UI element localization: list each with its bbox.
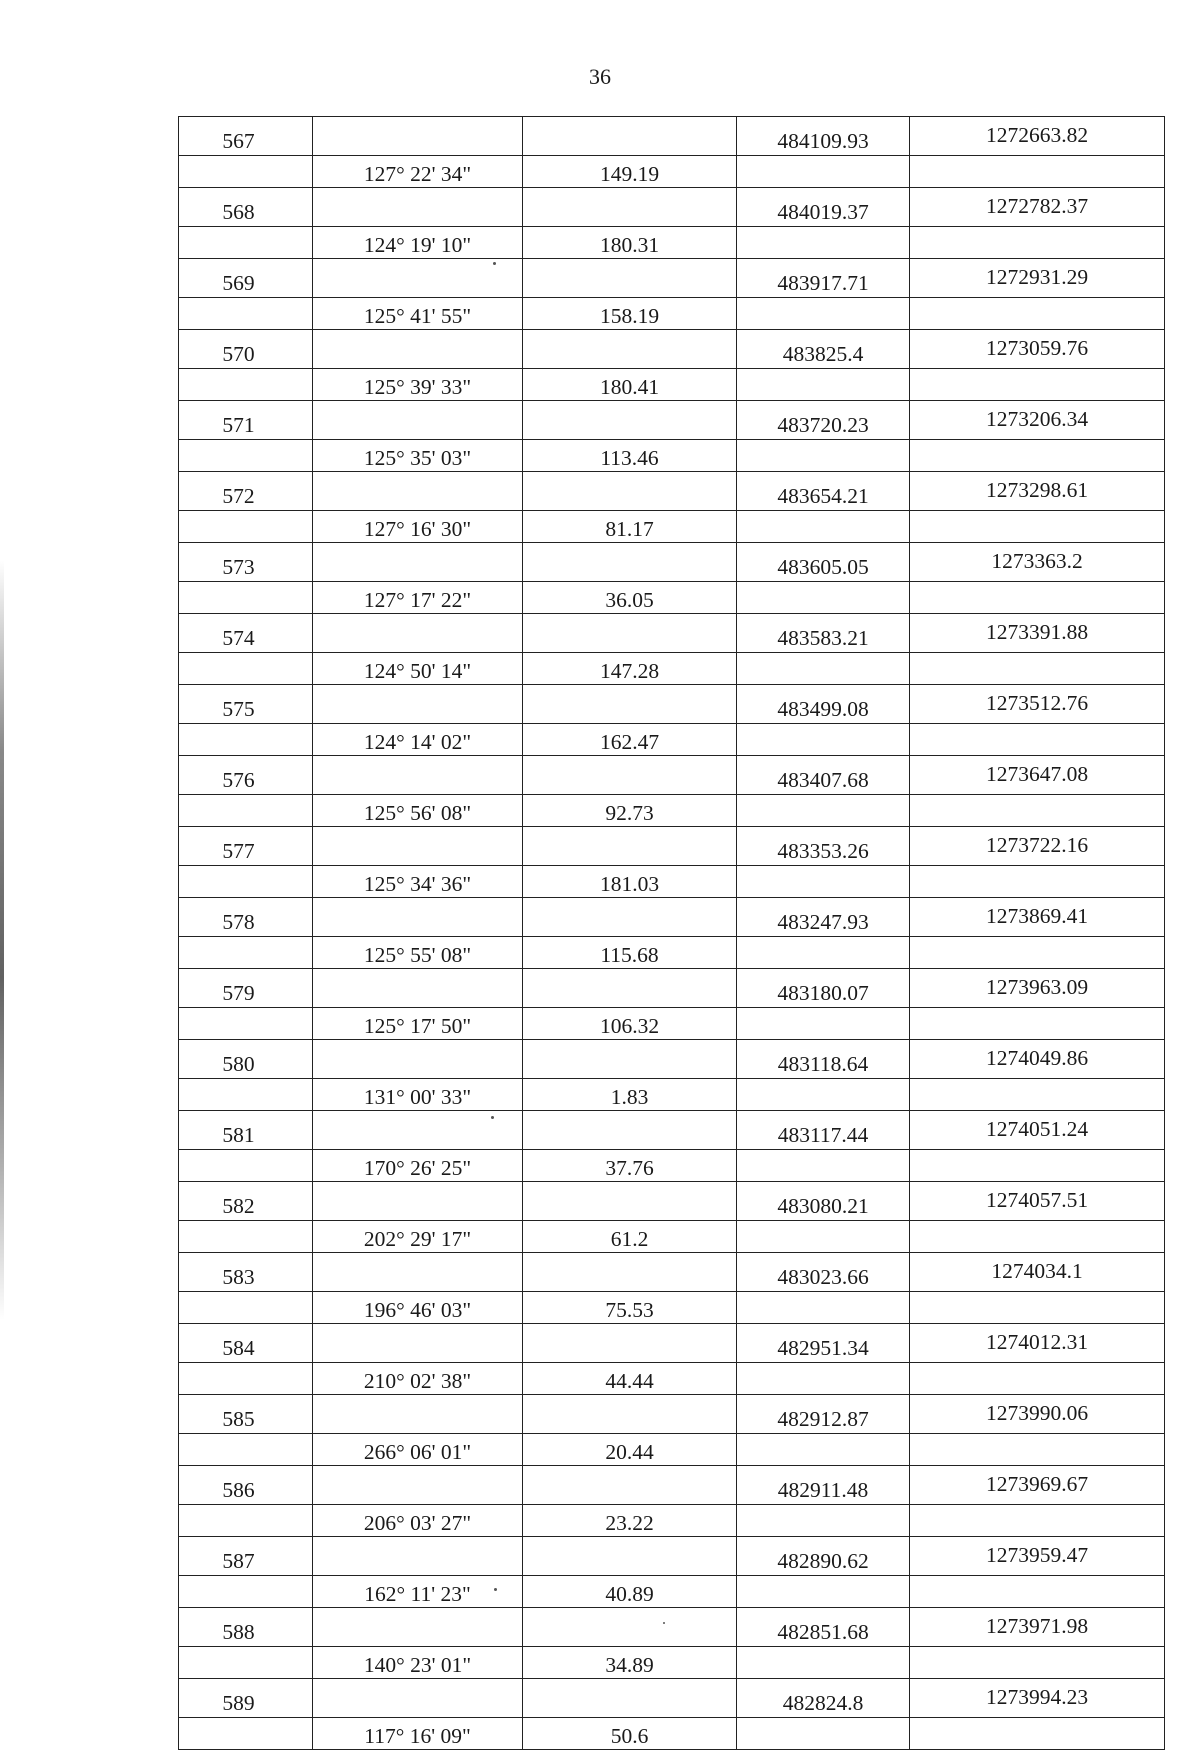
empty-easting-cell [910, 1717, 1165, 1750]
bearing-value: 124° 50' 14" [313, 652, 523, 685]
empty-bearing-cell [313, 685, 523, 724]
empty-bearing-cell [313, 1253, 523, 1292]
empty-distance-cell [523, 1679, 737, 1718]
empty-station-cell [179, 155, 313, 188]
bearing-value: 124° 19' 10" [313, 226, 523, 259]
empty-distance-cell [523, 614, 737, 653]
segment-row [179, 652, 1165, 685]
segment-row [179, 1362, 1165, 1395]
northing-value: 483605.05 [737, 543, 910, 582]
northing-value: 483407.68 [737, 756, 910, 795]
station-row [179, 259, 1165, 298]
northing-value: 483180.07 [737, 969, 910, 1008]
easting-value: 1274051.24 [910, 1111, 1165, 1150]
empty-northing-cell [737, 368, 910, 401]
easting-value: 1272931.29 [910, 259, 1165, 298]
bearing-value: 125° 35' 03" [313, 439, 523, 472]
easting-value: 1273990.06 [910, 1395, 1165, 1434]
station-row [179, 1537, 1165, 1576]
empty-station-cell [179, 1362, 313, 1395]
scan-speck [494, 1588, 497, 1591]
empty-station-cell [179, 581, 313, 614]
northing-value: 483825.4 [737, 330, 910, 369]
station-number: 584 [179, 1324, 313, 1363]
station-number: 588 [179, 1608, 313, 1647]
station-number: 574 [179, 614, 313, 653]
easting-value: 1273363.2 [910, 543, 1165, 582]
distance-value: 92.73 [523, 794, 737, 827]
distance-value: 181.03 [523, 865, 737, 898]
easting-value: 1274012.31 [910, 1324, 1165, 1363]
distance-value: 34.89 [523, 1646, 737, 1679]
empty-easting-cell [910, 226, 1165, 259]
empty-northing-cell [737, 723, 910, 756]
bearing-value: 127° 22' 34" [313, 155, 523, 188]
empty-distance-cell [523, 401, 737, 440]
distance-value: 61.2 [523, 1220, 737, 1253]
bearing-value: 117° 16' 09" [313, 1717, 523, 1750]
empty-easting-cell [910, 1007, 1165, 1040]
bearing-value: 124° 14' 02" [313, 723, 523, 756]
station-number: 587 [179, 1537, 313, 1576]
distance-value: 162.47 [523, 723, 737, 756]
empty-distance-cell [523, 472, 737, 511]
empty-northing-cell [737, 581, 910, 614]
easting-value: 1273722.16 [910, 827, 1165, 866]
empty-distance-cell [523, 1253, 737, 1292]
station-row [179, 827, 1165, 866]
segment-row [179, 581, 1165, 614]
northing-value: 482951.34 [737, 1324, 910, 1363]
station-row [179, 330, 1165, 369]
easting-value: 1273206.34 [910, 401, 1165, 440]
empty-northing-cell [737, 297, 910, 330]
empty-station-cell [179, 226, 313, 259]
segment-row [179, 155, 1165, 188]
station-row [179, 969, 1165, 1008]
bearing-value: 170° 26' 25" [313, 1149, 523, 1182]
empty-bearing-cell [313, 1324, 523, 1363]
bearing-value: 125° 41' 55" [313, 297, 523, 330]
empty-bearing-cell [313, 1537, 523, 1576]
segment-row [179, 510, 1165, 543]
empty-northing-cell [737, 865, 910, 898]
empty-distance-cell [523, 1111, 737, 1150]
empty-easting-cell [910, 794, 1165, 827]
empty-distance-cell [523, 1537, 737, 1576]
empty-northing-cell [737, 510, 910, 543]
empty-distance-cell [523, 259, 737, 298]
distance-value: 1.83 [523, 1078, 737, 1111]
station-row [179, 117, 1165, 156]
empty-distance-cell [523, 969, 737, 1008]
northing-value: 483917.71 [737, 259, 910, 298]
northing-value: 483118.64 [737, 1040, 910, 1079]
empty-northing-cell [737, 1007, 910, 1040]
empty-easting-cell [910, 510, 1165, 543]
northing-value: 483117.44 [737, 1111, 910, 1150]
segment-row [179, 1504, 1165, 1537]
station-number: 567 [179, 117, 313, 156]
segment-row [179, 439, 1165, 472]
segment-row [179, 1007, 1165, 1040]
segment-row [179, 1646, 1165, 1679]
northing-value: 483583.21 [737, 614, 910, 653]
bearing-value: 125° 34' 36" [313, 865, 523, 898]
empty-easting-cell [910, 1149, 1165, 1182]
distance-value: 180.31 [523, 226, 737, 259]
easting-value: 1274034.1 [910, 1253, 1165, 1292]
empty-bearing-cell [313, 898, 523, 937]
station-row [179, 401, 1165, 440]
northing-value: 483023.66 [737, 1253, 910, 1292]
empty-bearing-cell [313, 1679, 523, 1718]
station-number: 568 [179, 188, 313, 227]
station-number: 577 [179, 827, 313, 866]
empty-station-cell [179, 1007, 313, 1040]
station-row [179, 614, 1165, 653]
station-row [179, 1040, 1165, 1079]
segment-row [179, 297, 1165, 330]
empty-bearing-cell [313, 1395, 523, 1434]
station-number: 586 [179, 1466, 313, 1505]
station-row [179, 685, 1165, 724]
segment-row [179, 1717, 1165, 1750]
empty-bearing-cell [313, 117, 523, 156]
empty-bearing-cell [313, 614, 523, 653]
scan-speck [493, 262, 496, 265]
empty-northing-cell [737, 1291, 910, 1324]
empty-distance-cell [523, 1324, 737, 1363]
northing-value: 482851.68 [737, 1608, 910, 1647]
empty-bearing-cell [313, 756, 523, 795]
distance-value: 36.05 [523, 581, 737, 614]
segment-row [179, 1291, 1165, 1324]
northing-value: 483080.21 [737, 1182, 910, 1221]
empty-bearing-cell [313, 1608, 523, 1647]
easting-value: 1273647.08 [910, 756, 1165, 795]
survey-coordinates-table [178, 116, 1165, 1750]
station-number: 578 [179, 898, 313, 937]
station-row [179, 543, 1165, 582]
distance-value: 23.22 [523, 1504, 737, 1537]
empty-easting-cell [910, 1220, 1165, 1253]
empty-distance-cell [523, 1395, 737, 1434]
empty-station-cell [179, 723, 313, 756]
empty-northing-cell [737, 652, 910, 685]
scan-speck [491, 1116, 494, 1119]
empty-easting-cell [910, 1433, 1165, 1466]
bearing-value: 202° 29' 17" [313, 1220, 523, 1253]
empty-station-cell [179, 652, 313, 685]
empty-distance-cell [523, 898, 737, 937]
empty-station-cell [179, 865, 313, 898]
empty-easting-cell [910, 1078, 1165, 1111]
segment-row [179, 794, 1165, 827]
segment-row [179, 1433, 1165, 1466]
empty-bearing-cell [313, 827, 523, 866]
segment-row [179, 368, 1165, 401]
northing-value: 483353.26 [737, 827, 910, 866]
empty-distance-cell [523, 1608, 737, 1647]
station-number: 581 [179, 1111, 313, 1150]
empty-easting-cell [910, 368, 1165, 401]
empty-station-cell [179, 1433, 313, 1466]
bearing-value: 140° 23' 01" [313, 1646, 523, 1679]
easting-value: 1274049.86 [910, 1040, 1165, 1079]
empty-station-cell [179, 1575, 313, 1608]
empty-distance-cell [523, 117, 737, 156]
empty-northing-cell [737, 1362, 910, 1395]
northing-value: 482890.62 [737, 1537, 910, 1576]
easting-value: 1274057.51 [910, 1182, 1165, 1221]
distance-value: 50.6 [523, 1717, 737, 1750]
empty-station-cell [179, 1220, 313, 1253]
empty-station-cell [179, 1717, 313, 1750]
scan-speck [663, 1622, 665, 1624]
station-number: 573 [179, 543, 313, 582]
northing-value: 483654.21 [737, 472, 910, 511]
distance-value: 147.28 [523, 652, 737, 685]
segment-row [179, 865, 1165, 898]
easting-value: 1273969.67 [910, 1466, 1165, 1505]
empty-distance-cell [523, 827, 737, 866]
bearing-value: 127° 17' 22" [313, 581, 523, 614]
bearing-value: 206° 03' 27" [313, 1504, 523, 1537]
distance-value: 115.68 [523, 936, 737, 969]
distance-value: 158.19 [523, 297, 737, 330]
empty-station-cell [179, 1504, 313, 1537]
station-number: 575 [179, 685, 313, 724]
empty-distance-cell [523, 1182, 737, 1221]
northing-value: 484019.37 [737, 188, 910, 227]
bearing-value: 162° 11' 23" [313, 1575, 523, 1608]
easting-value: 1273971.98 [910, 1608, 1165, 1647]
scan-edge-shadow [0, 560, 4, 1320]
empty-distance-cell [523, 330, 737, 369]
station-row [179, 898, 1165, 937]
station-number: 569 [179, 259, 313, 298]
northing-value: 482912.87 [737, 1395, 910, 1434]
bearing-value: 125° 17' 50" [313, 1007, 523, 1040]
page-number: 36 [589, 64, 611, 89]
northing-value: 482911.48 [737, 1466, 910, 1505]
empty-easting-cell [910, 1291, 1165, 1324]
empty-easting-cell [910, 865, 1165, 898]
empty-easting-cell [910, 581, 1165, 614]
empty-northing-cell [737, 1575, 910, 1608]
empty-easting-cell [910, 723, 1165, 756]
empty-station-cell [179, 1078, 313, 1111]
easting-value: 1272782.37 [910, 188, 1165, 227]
empty-station-cell [179, 439, 313, 472]
distance-value: 149.19 [523, 155, 737, 188]
empty-northing-cell [737, 226, 910, 259]
empty-northing-cell [737, 1149, 910, 1182]
northing-value: 483247.93 [737, 898, 910, 937]
empty-bearing-cell [313, 1182, 523, 1221]
empty-bearing-cell [313, 401, 523, 440]
empty-northing-cell [737, 1717, 910, 1750]
station-row [179, 1608, 1165, 1647]
easting-value: 1273869.41 [910, 898, 1165, 937]
northing-value: 483499.08 [737, 685, 910, 724]
empty-northing-cell [737, 1220, 910, 1253]
easting-value: 1273298.61 [910, 472, 1165, 511]
empty-easting-cell [910, 1362, 1165, 1395]
station-number: 572 [179, 472, 313, 511]
station-number: 582 [179, 1182, 313, 1221]
empty-distance-cell [523, 188, 737, 227]
empty-bearing-cell [313, 969, 523, 1008]
distance-value: 106.32 [523, 1007, 737, 1040]
empty-bearing-cell [313, 472, 523, 511]
empty-bearing-cell [313, 1466, 523, 1505]
bearing-value: 125° 55' 08" [313, 936, 523, 969]
station-row [179, 1466, 1165, 1505]
empty-bearing-cell [313, 1040, 523, 1079]
distance-value: 180.41 [523, 368, 737, 401]
station-row [179, 1395, 1165, 1434]
empty-station-cell [179, 368, 313, 401]
bearing-value: 266° 06' 01" [313, 1433, 523, 1466]
bearing-value: 125° 39' 33" [313, 368, 523, 401]
distance-value: 40.89 [523, 1575, 737, 1608]
segment-row [179, 226, 1165, 259]
easting-value: 1273512.76 [910, 685, 1165, 724]
bearing-value: 210° 02' 38" [313, 1362, 523, 1395]
easting-value: 1273391.88 [910, 614, 1165, 653]
empty-distance-cell [523, 1040, 737, 1079]
empty-bearing-cell [313, 543, 523, 582]
empty-bearing-cell [313, 188, 523, 227]
empty-distance-cell [523, 1466, 737, 1505]
empty-bearing-cell [313, 259, 523, 298]
empty-easting-cell [910, 1504, 1165, 1537]
empty-easting-cell [910, 1646, 1165, 1679]
empty-distance-cell [523, 543, 737, 582]
empty-station-cell [179, 1646, 313, 1679]
empty-station-cell [179, 510, 313, 543]
distance-value: 20.44 [523, 1433, 737, 1466]
empty-easting-cell [910, 652, 1165, 685]
empty-station-cell [179, 936, 313, 969]
empty-northing-cell [737, 155, 910, 188]
empty-distance-cell [523, 756, 737, 795]
empty-northing-cell [737, 1433, 910, 1466]
segment-row [179, 1078, 1165, 1111]
station-row [179, 756, 1165, 795]
distance-value: 37.76 [523, 1149, 737, 1182]
empty-easting-cell [910, 439, 1165, 472]
station-number: 576 [179, 756, 313, 795]
empty-northing-cell [737, 794, 910, 827]
station-number: 583 [179, 1253, 313, 1292]
distance-value: 113.46 [523, 439, 737, 472]
easting-value: 1273059.76 [910, 330, 1165, 369]
station-number: 571 [179, 401, 313, 440]
empty-northing-cell [737, 439, 910, 472]
station-number: 585 [179, 1395, 313, 1434]
segment-row [179, 936, 1165, 969]
station-row [179, 188, 1165, 227]
station-number: 570 [179, 330, 313, 369]
bearing-value: 131° 00' 33" [313, 1078, 523, 1111]
station-row [179, 1324, 1165, 1363]
empty-northing-cell [737, 1078, 910, 1111]
empty-station-cell [179, 1149, 313, 1182]
segment-row [179, 723, 1165, 756]
empty-station-cell [179, 297, 313, 330]
empty-station-cell [179, 1291, 313, 1324]
station-row [179, 472, 1165, 511]
bearing-value: 125° 56' 08" [313, 794, 523, 827]
segment-row [179, 1220, 1165, 1253]
easting-value: 1273994.23 [910, 1679, 1165, 1718]
northing-value: 482824.8 [737, 1679, 910, 1718]
empty-station-cell [179, 794, 313, 827]
northing-value: 484109.93 [737, 117, 910, 156]
station-row [179, 1182, 1165, 1221]
station-row [179, 1253, 1165, 1292]
empty-easting-cell [910, 1575, 1165, 1608]
easting-value: 1273959.47 [910, 1537, 1165, 1576]
bearing-value: 196° 46' 03" [313, 1291, 523, 1324]
empty-easting-cell [910, 297, 1165, 330]
station-row [179, 1111, 1165, 1150]
easting-value: 1272663.82 [910, 117, 1165, 156]
empty-distance-cell [523, 685, 737, 724]
distance-value: 81.17 [523, 510, 737, 543]
distance-value: 75.53 [523, 1291, 737, 1324]
survey-table-body [179, 117, 1165, 1750]
northing-value: 483720.23 [737, 401, 910, 440]
bearing-value: 127° 16' 30" [313, 510, 523, 543]
empty-northing-cell [737, 1646, 910, 1679]
empty-northing-cell [737, 1504, 910, 1537]
empty-easting-cell [910, 936, 1165, 969]
station-number: 589 [179, 1679, 313, 1718]
segment-row [179, 1575, 1165, 1608]
distance-value: 44.44 [523, 1362, 737, 1395]
segment-row [179, 1149, 1165, 1182]
station-number: 579 [179, 969, 313, 1008]
empty-northing-cell [737, 936, 910, 969]
empty-easting-cell [910, 155, 1165, 188]
easting-value: 1273963.09 [910, 969, 1165, 1008]
station-row [179, 1679, 1165, 1718]
empty-bearing-cell [313, 330, 523, 369]
station-number: 580 [179, 1040, 313, 1079]
